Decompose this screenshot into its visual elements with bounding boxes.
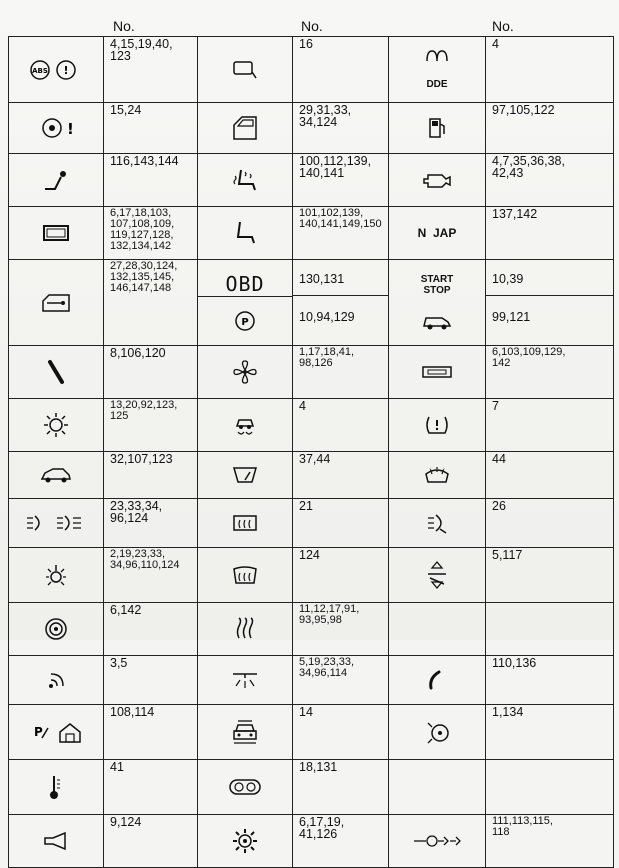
fuse-numbers: 32,107,123 [104,452,198,499]
fuse-numbers: 16 [293,37,389,103]
fuse-numbers: 4 [293,399,389,452]
dde-glow-plug-icon [389,37,486,103]
gear-sun-icon [198,815,293,868]
column-header-2: No. [301,18,323,34]
fuse-numbers: 21 [293,499,389,548]
door-lock-icon [9,260,104,346]
fan-icon [198,346,293,399]
fuse-numbers: 2,19,23,33, 34,96,110,124 [104,548,198,603]
rear-defrost-icon [198,499,293,548]
fuse-numbers: 44 [486,452,614,499]
table-row [9,260,614,346]
fuse-numbers-split [486,260,614,346]
windshield-washer-icon [389,452,486,499]
heat-waves-icon [198,603,293,656]
fuse-numbers: 27,28,30,124, 132,135,145, 146,147,148 [104,260,198,346]
abs-brake-warning-icons [9,37,104,103]
fuse-numbers: 116,143,144 [104,154,198,207]
fuse-numbers: 99,121 [492,310,531,324]
svg-text:P: P [241,317,249,328]
car-side-icon [9,452,104,499]
table-row [9,154,614,207]
headlight-washer-icon [389,499,486,548]
fuse-numbers: 9,124 [104,815,198,868]
fuse-numbers [486,760,614,815]
table-row [9,452,614,499]
tire-pressure-icon [389,399,486,452]
steering-warning-icon [9,103,104,154]
reading-lamp-icon [198,656,293,705]
rear-wiper-icon [198,452,293,499]
table-row [9,207,614,260]
fuse-numbers: 6,103,109,129, 142 [486,346,614,399]
stick-tool-icon [9,346,104,399]
fuse-numbers: 13,20,92,123, 125 [104,399,198,452]
fuse-numbers: 130,131 [293,272,388,296]
fuse-numbers: 29,31,33, 34,124 [293,103,389,154]
table-row [9,399,614,452]
table-row [9,37,614,103]
front-defrost-icon [198,548,293,603]
parking-garage-icons [9,705,104,760]
thermometer-icon [9,760,104,815]
fuse-numbers: 108,114 [104,705,198,760]
fuse-numbers-split [293,260,389,346]
fuse-numbers: 8,106,120 [104,346,198,399]
table-row [9,760,614,815]
car-front-icon [198,705,293,760]
table-row [9,499,614,548]
table-row [9,603,614,656]
speaker-icon [9,603,104,656]
nav-jap-icon [389,207,486,260]
fuse-numbers: 23,33,34, 96,124 [104,499,198,548]
table-row [9,815,614,868]
cigarette-lighter-icon [389,815,486,868]
display-screen-icon [9,207,104,260]
fuse-numbers: 11,12,17,91, 93,95,98 [293,603,389,656]
obd-label: OBD [198,272,292,297]
fuse-numbers: 10,39 [486,272,613,296]
empty-icon-cell [389,603,486,656]
fuse-numbers: 111,113,115, 118 [486,815,614,868]
mirror-icon [198,37,293,103]
fuse-numbers: 6,142 [104,603,198,656]
fuse-numbers [486,603,614,656]
fuse-numbers: 6,17,18,103, 107,108,109, 119,127,128, 132,134,142 [104,207,198,260]
fuel-pump-icon [389,103,486,154]
fuse-numbers: 4 [486,37,614,103]
seat-icon [198,207,293,260]
door-window-icon [198,103,293,154]
traction-control-icon [198,399,293,452]
column-header-1: No. [113,18,135,34]
fuse-numbers: 137,142 [486,207,614,260]
fuse-numbers: 124 [293,548,389,603]
suv-icon [420,310,454,332]
seat-heating-icon [198,154,293,207]
engine-check-icon [389,154,486,207]
fuse-numbers: 41 [104,760,198,815]
table-row [9,103,614,154]
seat-adjust-icon [389,548,486,603]
fuse-numbers: 26 [486,499,614,548]
column-header-3: No. [492,18,514,34]
sun-light-icon [9,399,104,452]
fuse-numbers: 97,105,122 [486,103,614,154]
fuse-numbers: 5,117 [486,548,614,603]
horn-icon [9,815,104,868]
handset-icon [389,656,486,705]
nav-jap-label: N JAP [417,226,457,240]
interior-light-icon [9,548,104,603]
fuse-numbers: 37,44 [293,452,389,499]
start-stop-label: START STOP [420,273,454,296]
radio-unit-icon [389,346,486,399]
empty-icon-cell [389,760,486,815]
fuse-numbers: 3,5 [104,656,198,705]
fuse-numbers: 18,131 [293,760,389,815]
svg-text:ABS: ABS [32,66,48,75]
fuse-numbers: 101,102,139, 140,141,149,150 [293,207,389,260]
fuse-numbers: 1,17,18,41, 98,126 [293,346,389,399]
fuse-numbers: 6,17,19, 41,126 [293,815,389,868]
svg-text:P: P [34,725,43,739]
headlight-foglight-icons [9,499,104,548]
parking-brake-icon [233,309,257,333]
fuse-numbers: 110,136 [486,656,614,705]
fuse-numbers: 5,19,23,33, 34,96,114 [293,656,389,705]
trailer-hitch-icon [9,154,104,207]
dual-gauge-icon [198,760,293,815]
fuse-table [8,36,614,868]
table-row [9,548,614,603]
fuse-numbers: 1,134 [486,705,614,760]
wireless-signal-icon [9,656,104,705]
svg-text:!: ! [67,120,74,138]
svg-text:!: ! [63,63,69,77]
fuse-numbers: 14 [293,705,389,760]
fuse-numbers: 7 [486,399,614,452]
dde-label: DDE [426,79,448,90]
fuse-numbers: 4,15,19,40, 123 [104,37,198,103]
table-row [9,705,614,760]
table-row [9,346,614,399]
start-stop-and-suv-icons [389,260,486,346]
fuse-numbers: 100,112,139, 140,141 [293,154,389,207]
obd-and-parking-brake-icons [198,260,293,346]
steering-wheel-icon [389,705,486,760]
table-row [9,656,614,705]
fuse-numbers: 10,94,129 [299,310,355,324]
fuse-numbers: 4,7,35,36,38, 42,43 [486,154,614,207]
fuse-numbers: 15,24 [104,103,198,154]
